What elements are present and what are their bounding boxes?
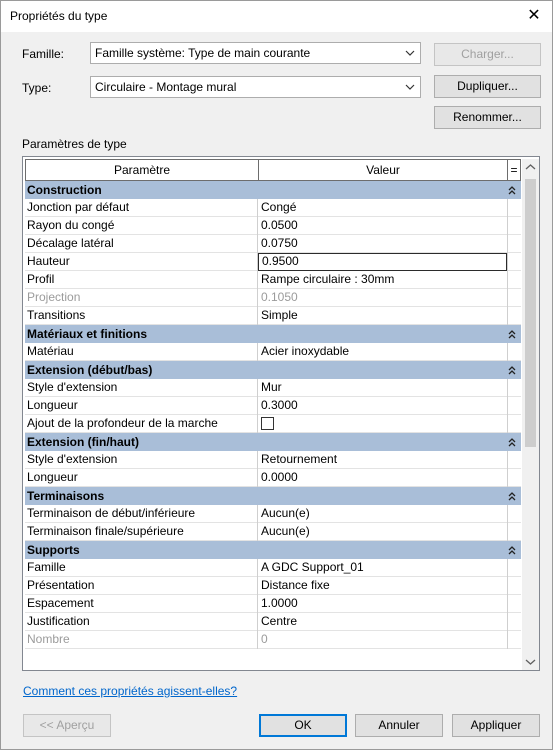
checkbox[interactable] — [261, 417, 274, 430]
rename-button[interactable]: Renommer... — [434, 106, 541, 129]
group-title: Terminaisons — [27, 489, 105, 503]
group-header[interactable] — [25, 433, 521, 451]
parameter-name: Présentation — [25, 577, 258, 595]
parameter-row — [25, 235, 521, 253]
parameter-value[interactable]: 0.3000 — [261, 398, 298, 412]
parameter-value[interactable]: Aucun(e) — [261, 506, 310, 520]
scroll-down-icon[interactable] — [522, 653, 539, 670]
parameter-value: 0.1050 — [261, 290, 298, 304]
formula-cell[interactable] — [507, 631, 521, 649]
title-bar — [1, 1, 552, 32]
parameter-name: Longueur — [25, 469, 258, 487]
parameter-checkbox-cell[interactable] — [258, 415, 507, 433]
group-header[interactable] — [25, 361, 521, 379]
group-title: Construction — [27, 183, 102, 197]
parameter-row — [25, 307, 521, 325]
parameter-name: Longueur — [25, 397, 258, 415]
parameter-row — [25, 343, 521, 361]
formula-cell[interactable] — [507, 379, 521, 397]
chevron-down-icon — [404, 80, 416, 94]
parameter-name: Jonction par défaut — [25, 199, 258, 217]
formula-cell[interactable] — [507, 397, 521, 415]
formula-cell[interactable] — [507, 505, 521, 523]
double-chevron-up-icon[interactable] — [507, 490, 517, 502]
family-dropdown[interactable] — [90, 42, 421, 64]
parameter-value[interactable]: 0.0750 — [261, 236, 298, 250]
group-header[interactable] — [25, 487, 521, 505]
formula-cell[interactable] — [507, 217, 521, 235]
vertical-scrollbar[interactable] — [522, 159, 539, 670]
double-chevron-up-icon[interactable] — [507, 436, 517, 448]
formula-cell[interactable] — [507, 415, 521, 433]
type-dropdown-value: Circulaire - Montage mural — [95, 80, 237, 94]
parameter-row — [25, 631, 521, 649]
formula-cell[interactable] — [507, 235, 521, 253]
column-header-formula[interactable]: = — [507, 159, 521, 181]
formula-cell[interactable] — [507, 271, 521, 289]
parameter-name: Décalage latéral — [25, 235, 258, 253]
type-label: Type: — [22, 81, 52, 95]
parameter-name: Espacement — [25, 595, 258, 613]
parameter-name: Style d'extension — [25, 451, 258, 469]
group-title: Extension (fin/haut) — [27, 435, 139, 449]
parameter-name: Projection — [25, 289, 258, 307]
formula-cell[interactable] — [507, 595, 521, 613]
group-header[interactable] — [25, 325, 521, 343]
column-header-parameter[interactable]: Paramètre — [25, 159, 259, 181]
parameter-value[interactable]: Aucun(e) — [261, 524, 310, 538]
double-chevron-up-icon[interactable] — [507, 184, 517, 196]
parameter-row — [25, 451, 521, 469]
parameter-name: Profil — [25, 271, 258, 289]
type-parameters-grid — [22, 156, 540, 671]
column-header-value[interactable]: Valeur — [258, 159, 508, 181]
parameter-value[interactable]: Rampe circulaire : 30mm — [261, 272, 395, 286]
formula-cell[interactable] — [507, 613, 521, 631]
parameter-value[interactable]: 0.0500 — [261, 218, 298, 232]
parameter-name: Hauteur — [25, 253, 258, 271]
scrollbar-thumb[interactable] — [525, 179, 536, 447]
double-chevron-up-icon[interactable] — [507, 328, 517, 340]
group-title: Supports — [27, 543, 80, 557]
double-chevron-up-icon[interactable] — [507, 544, 517, 556]
parameter-value[interactable]: Congé — [261, 200, 297, 214]
parameter-name: Matériau — [25, 343, 258, 361]
parameter-row — [25, 397, 521, 415]
parameter-row — [25, 595, 521, 613]
help-link[interactable]: Comment ces propriétés agissent-elles? — [23, 684, 238, 698]
chevron-down-icon — [404, 46, 416, 60]
parameter-row — [25, 289, 521, 307]
parameter-row — [25, 379, 521, 397]
formula-cell[interactable] — [507, 469, 521, 487]
formula-cell[interactable] — [507, 523, 521, 541]
parameter-row — [25, 217, 521, 235]
parameter-row — [25, 271, 521, 289]
parameter-value[interactable]: Distance fixe — [261, 578, 330, 592]
parameter-row — [25, 523, 521, 541]
parameter-value[interactable]: A GDC Support_01 — [261, 560, 364, 574]
parameter-name: Terminaison de début/inférieure — [25, 505, 258, 523]
group-header[interactable] — [25, 541, 521, 559]
parameter-row — [25, 505, 521, 523]
parameter-name: Transitions — [25, 307, 258, 325]
family-label: Famille: — [22, 47, 65, 61]
parameter-name: Rayon du congé — [25, 217, 258, 235]
parameter-value[interactable]: 0.9500 — [258, 253, 507, 271]
parameter-value: 0 — [261, 632, 268, 646]
parameter-row — [25, 559, 521, 577]
window-title: Propriétés du type — [10, 9, 108, 23]
parameter-name: Nombre — [25, 631, 258, 649]
parameter-value[interactable]: Centre — [261, 614, 298, 628]
formula-cell[interactable] — [507, 343, 521, 361]
formula-cell[interactable] — [507, 577, 521, 595]
scroll-up-icon[interactable] — [522, 159, 539, 176]
parameter-name: Justification — [25, 613, 258, 631]
close-icon[interactable]: ✕ — [527, 7, 541, 24]
type-dropdown[interactable] — [90, 76, 421, 98]
preview-button[interactable]: << Aperçu — [23, 714, 111, 737]
load-button[interactable]: Charger... — [434, 43, 541, 66]
parameter-row — [25, 253, 521, 271]
ok-button[interactable]: OK — [259, 714, 347, 737]
parameter-row — [25, 613, 521, 631]
parameter-value[interactable]: Simple — [261, 308, 298, 322]
apply-button[interactable]: Appliquer — [452, 714, 540, 737]
parameter-row — [25, 415, 521, 433]
parameter-value[interactable]: 1.0000 — [261, 596, 298, 610]
double-chevron-up-icon[interactable] — [507, 364, 517, 376]
duplicate-button[interactable]: Dupliquer... — [434, 75, 541, 98]
formula-cell[interactable] — [507, 451, 521, 469]
parameter-value[interactable]: 0.0000 — [261, 470, 298, 484]
group-header[interactable] — [25, 181, 521, 199]
formula-cell[interactable] — [507, 199, 521, 217]
type-parameters-label: Paramètres de type — [22, 137, 127, 151]
parameter-name: Style d'extension — [25, 379, 258, 397]
formula-cell[interactable] — [507, 559, 521, 577]
parameter-value[interactable]: Mur — [261, 380, 282, 394]
parameter-name: Terminaison finale/supérieure — [25, 523, 258, 541]
formula-cell[interactable] — [507, 307, 521, 325]
group-title: Matériaux et finitions — [27, 327, 148, 341]
grid-header — [25, 159, 521, 181]
formula-cell[interactable] — [507, 253, 521, 271]
parameter-row — [25, 469, 521, 487]
family-dropdown-value: Famille système: Type de main courante — [95, 46, 311, 60]
parameter-row — [25, 199, 521, 217]
cancel-button[interactable]: Annuler — [355, 714, 443, 737]
parameter-name: Ajout de la profondeur de la marche — [25, 415, 258, 433]
group-title: Extension (début/bas) — [27, 363, 153, 377]
parameter-value[interactable]: Acier inoxydable — [261, 344, 350, 358]
formula-cell[interactable] — [507, 289, 521, 307]
grid-rows — [25, 181, 521, 649]
parameter-value[interactable]: Retournement — [261, 452, 338, 466]
parameter-name: Famille — [25, 559, 258, 577]
parameter-row — [25, 577, 521, 595]
